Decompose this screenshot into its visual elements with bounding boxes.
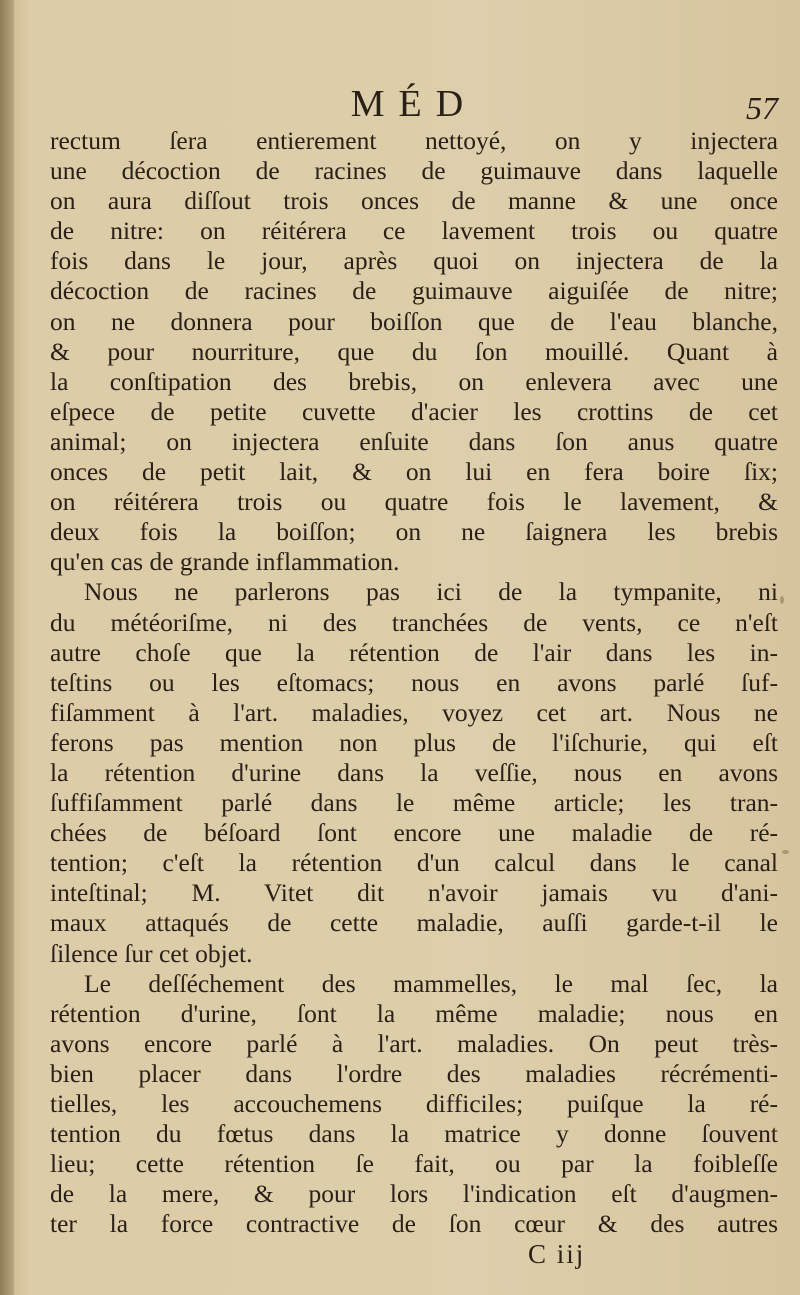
text-line: ferons pas mention non plus de l'iſchurie, qui eſt (50, 727, 778, 757)
paper-blemish (780, 596, 784, 604)
text-line: une décoction de racines de guimauve dans laquelle (50, 156, 778, 186)
paragraph-end-line: qu'en cas de grande inflammation. (50, 547, 400, 577)
text-line: du météoriſme, ni des tranchées de vents, ce n'eſt (50, 607, 778, 637)
text-line: ter la force contractive de ſon cœur & des autres (50, 1209, 778, 1239)
text-line: fiſamment à l'art. maladies, voyez cet art. Nous ne (50, 697, 778, 727)
text-line: chées de béſoard ſont encore une maladie de ré- (50, 818, 778, 848)
text-line: bien placer dans l'ordre des maladies récrémenti- (50, 1058, 778, 1088)
page-number: 57 (746, 90, 778, 126)
text-line: autre choſe que la rétention de l'air dans les in- (50, 637, 778, 667)
text-line: rectum ſera entierement nettoyé, on y injectera (50, 126, 778, 155)
text-line: décoction de racines de guimauve aiguiſée de nitre; (50, 276, 778, 306)
text-line: rétention d'urine, ſont la même maladie; nous en (50, 998, 778, 1028)
text-line: la conſtipation des brebis, on enlevera avec une (50, 366, 778, 396)
paragraph-start-line: Nous ne parlerons pas ici de la tympanite, ni (84, 577, 778, 607)
text-line: & pour nourriture, que du ſon mouillé. Quant à (50, 336, 778, 366)
text-line: de nitre: on réitérera ce lavement trois ou quatre (50, 216, 778, 246)
text-line: on réitérera trois ou quatre fois le lavement, & (50, 487, 778, 517)
text-line: onces de petit lait, & on lui en fera boire ſix; (50, 457, 778, 487)
text-line: avons encore parlé à l'art. maladies. On peut très- (50, 1028, 778, 1058)
text-line: on aura diſſout trois onces de manne & une once (50, 186, 778, 216)
text-line: tielles, les accouchemens difficiles; puiſque la ré- (50, 1089, 778, 1118)
page-gutter (0, 0, 14, 1295)
text-line: de la mere, & pour lors l'indication eſt d'augmen- (50, 1179, 778, 1209)
text-line: teſtins ou les eſtomacs; nous en avons parlé ſuf- (50, 667, 778, 697)
paragraph-end-line: ſilence ſur cet objet. (50, 938, 253, 968)
signature-mark: C iij (528, 1239, 586, 1269)
text-line: eſpece de petite cuvette d'acier les crottins de cet (50, 396, 778, 426)
paragraph-start-line: Le deſſéchement des mammelles, le mal ſec, la (84, 968, 778, 998)
text-line: deux fois la boiſſon; on ne ſaignera les brebis (50, 517, 778, 547)
text-line: on ne donnera pour boiſſon que de l'eau blanche, (50, 306, 778, 336)
text-line: ſuffiſamment parlé dans le même article; les tran- (50, 788, 778, 818)
text-line: fois dans le jour, après quoi on injectera de la (50, 246, 778, 276)
text-line: tention; c'eſt la rétention d'un calcul dans le canal (50, 848, 778, 878)
body-text (50, 126, 778, 1239)
text-line: lieu; cette rétention ſe fait, ou par la foibleſſe (50, 1149, 778, 1179)
text-line: la rétention d'urine dans la veſſie, nous en avons (50, 757, 778, 787)
text-line: tention du fœtus dans la matrice y donne ſouvent (50, 1119, 778, 1149)
page-header (50, 82, 778, 126)
paper-blemish (782, 850, 789, 854)
text-line: maux attaqués de cette maladie, auſſi garde-t-il le (50, 908, 778, 938)
text-line: animal; on injectera enſuite dans ſon anus quatre (50, 426, 778, 456)
running-head: MÉD (350, 83, 478, 125)
text-line: inteſtinal; M. Vitet dit n'avoir jamais vu d'ani- (50, 878, 778, 908)
